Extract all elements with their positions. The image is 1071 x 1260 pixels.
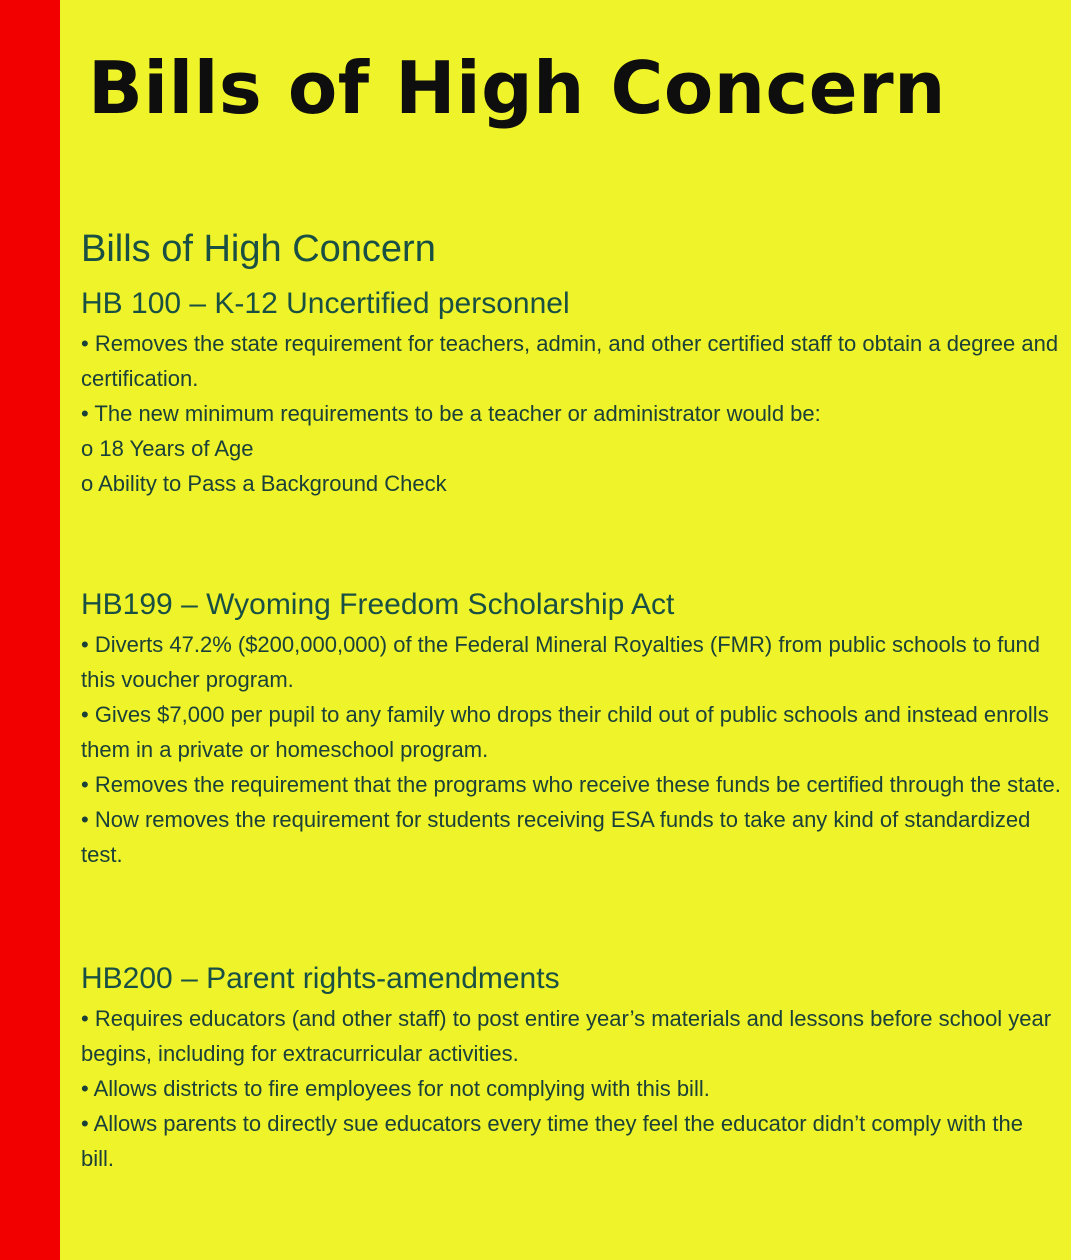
bill-point: • Gives $7,000 per pupil to any family who drops their child out of public schools and instead enrolls them in a private or homeschool program. [81, 702, 1049, 762]
bill-hb199 [81, 583, 1061, 872]
bill-point: • Allows districts to fire employees for not complying with this bill. [81, 1076, 710, 1101]
bill-title: HB 100 – K-12 Uncertified personnel [81, 287, 570, 320]
bill-sub-point: o 18 Years of Age [81, 436, 254, 461]
red-side-bar [0, 0, 60, 1260]
bill-point: • Requires educators (and other staff) to post entire year’s materials and lessons before school year begins, including for extracurricular activities. [81, 1006, 1052, 1066]
bill-points [81, 326, 1061, 501]
bill-point: • Diverts 47.2% ($200,000,000) of the Federal Mineral Royalties (FMR) from public schools to fund this voucher program. [81, 632, 1041, 692]
bill-points [81, 627, 1061, 872]
bill-sub-point: o Ability to Pass a Background Check [81, 471, 447, 496]
bill-point: • The new minimum requirements to be a teacher or administrator would be: [81, 401, 821, 426]
bill-title: HB200 – Parent rights-amendments [81, 962, 560, 995]
bill-point: • Allows parents to directly sue educators every time they feel the educator didn’t comply with the bill. [81, 1111, 1023, 1171]
bill-point: • Removes the requirement that the programs who receive these funds be certified through the state. [81, 772, 1061, 797]
bill-point: • Removes the state requirement for teachers, admin, and other certified staff to obtain a degree and certification. [81, 331, 1059, 391]
bills-content [81, 224, 1061, 1176]
bill-points [81, 1001, 1061, 1176]
page-title: Bills of High Concern [88, 46, 946, 130]
bill-hb100 [81, 282, 1061, 501]
bill-point: • Now removes the requirement for students receiving ESA funds to take any kind of standardized test. [81, 807, 1031, 867]
bill-title: HB199 – Wyoming Freedom Scholarship Act [81, 588, 675, 621]
bill-hb200 [81, 957, 1061, 1176]
section-heading: Bills of High Concern [81, 228, 436, 270]
